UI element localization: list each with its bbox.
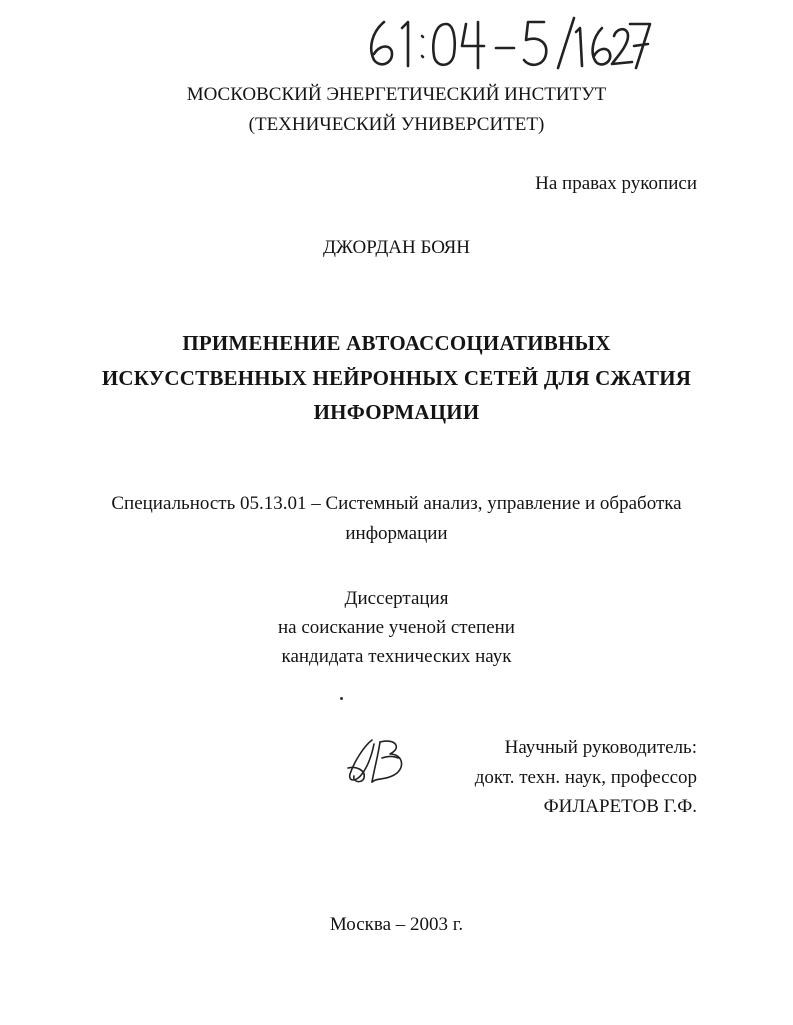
dissertation-title-line-3: ИНФОРМАЦИИ — [313, 400, 480, 424]
archive-code-handwriting — [362, 14, 652, 72]
institute-subtitle: (ТЕХНИЧЕСКИЙ УНИВЕРСИТЕТ) — [248, 114, 545, 135]
specialty-line-2: информации — [345, 523, 448, 544]
supervisor-name: ФИЛАРЕТОВ Г.Ф. — [543, 796, 697, 817]
supervisor-label: Научный руководитель: — [504, 737, 697, 758]
specialty-line-1: Специальность 05.13.01 – Системный анализ, управление и обработка — [111, 493, 682, 514]
degree-purpose: на соискание ученой степени — [278, 617, 515, 638]
dissertation-title-line-2: ИСКУССТВЕННЫХ НЕЙРОННЫХ СЕТЕЙ ДЛЯ СЖАТИЯ — [101, 366, 692, 390]
manuscript-note: На правах рукописи — [535, 173, 697, 194]
dissertation-title-line-1: ПРИМЕНЕНИЕ АВТОАССОЦИАТИВНЫХ — [182, 331, 611, 355]
dissertation-type: Диссертация — [344, 588, 449, 609]
signature-graphic — [342, 732, 414, 788]
supervisor-degree: докт. техн. наук, профессор — [474, 767, 697, 788]
degree-name: кандидата технических наук — [281, 646, 512, 667]
author-name: ДЖОРДАН БОЯН — [322, 237, 471, 258]
ink-speck — [340, 697, 343, 700]
institute-name: МОСКОВСКИЙ ЭНЕРГЕТИЧЕСКИЙ ИНСТИТУТ — [186, 84, 607, 105]
city-year: Москва – 2003 г. — [329, 914, 464, 935]
